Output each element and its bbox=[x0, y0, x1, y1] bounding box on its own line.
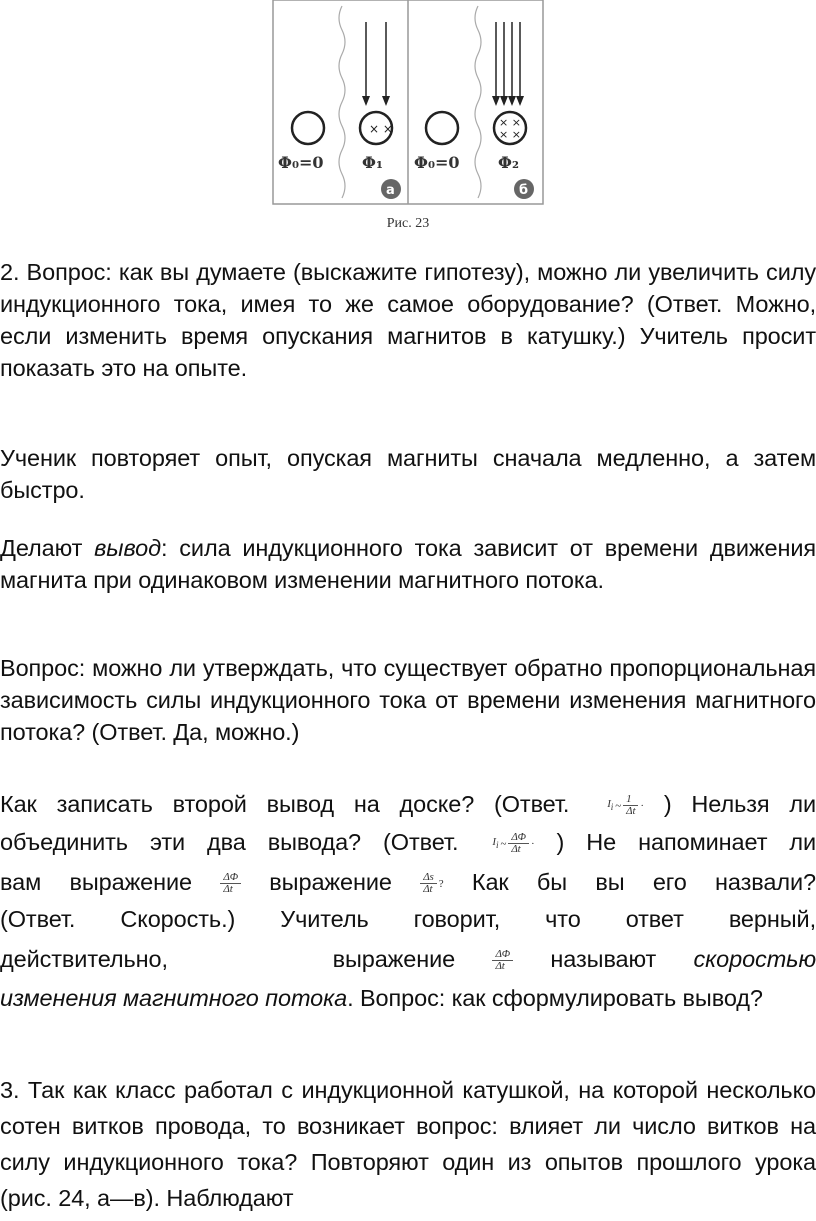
conclusion-term: вывод bbox=[94, 535, 161, 561]
cross-marks-b2: × × bbox=[499, 128, 521, 141]
formula-ds-dt: $\frac{\Delta s}{\Delta t}$ ? bbox=[420, 864, 443, 904]
paragraph-coil-turns: 3. Так как класс работал с индукционной катушкой, на которой несколько сотен витков провода, то возникает вопрос: влияет ли число витков на силу индукционного тока? Повторяют один из опытов прошлого урока (рис. 24, а—в). Наблюдают bbox=[0, 1077, 816, 1211]
formula-dphi-dt-2: $\frac{\Delta\Phi}{\Delta t}$ bbox=[492, 949, 513, 972]
term-flux-change: изменения магнитного потока bbox=[0, 985, 348, 1011]
line-3: вам выражение $\frac{\Delta\Phi}{\Delta t}$ выражение $\frac{\Delta s}{\Delta t}$ ? Как бы вы его назвали? bbox=[0, 862, 816, 902]
formula-inverse-time: $I_i$ ~ $\frac{1}{\Delta t}$ · bbox=[607, 793, 644, 818]
paragraph-question-2: 2. Вопрос: как вы думаете (выскажите гипотезу), можно ли увеличить силу индукционного тока, имея то же самое оборудование? (Ответ. Можно, если изменить время опускания магнитов в катушку.) Учитель просит показать это на опыте. bbox=[0, 259, 816, 381]
paragraph-conclusion: Делают вывод: сила индукционного тока зависит от времени движения магнита при одинаковом изменении магнитного потока. bbox=[0, 535, 816, 593]
cross-marks-b1: × × bbox=[499, 116, 521, 129]
figure-caption: Рис. 23 bbox=[386, 216, 430, 231]
phi0-label-a: Φ₀=0 bbox=[278, 153, 324, 172]
line-4: (Ответ. Скорость.) Учитель говорит, что ответ верный, bbox=[0, 906, 816, 932]
line-5: действительно, выражение $\frac{\Delta\Phi}{\Delta t}$ называют скоростью bbox=[0, 946, 816, 973]
badge-b-label: б bbox=[519, 183, 529, 198]
phi0-label-b: Φ₀=0 bbox=[414, 153, 460, 172]
paragraph-formulas bbox=[0, 786, 816, 1014]
formula-flux-rate: $I_i$ ~ $\frac{\Delta\Phi}{\Delta t}$ · bbox=[492, 831, 535, 856]
line-1: Как записать второй вывод на доске? (Ответ. $I_i$ ~ $\frac{1}{\Delta t}$ · ) Нельзя ли bbox=[0, 786, 816, 822]
formula-dphi-dt: $\frac{\Delta\Phi}{\Delta t}$ bbox=[220, 872, 241, 895]
cross-marks-a: × × bbox=[369, 122, 393, 136]
phi1-label: Φ₁ bbox=[362, 153, 383, 172]
badge-a-label: а bbox=[386, 183, 395, 198]
line-2: объединить эти два вывода? (Ответ. $I_i$ ~ $\frac{\Delta\Phi}{\Delta t}$ · ) Не напоминает ли bbox=[0, 822, 816, 862]
phi2-label: Φ₂ bbox=[498, 153, 519, 172]
paragraph-inverse-question: Вопрос: можно ли утверждать, что существует обратно пропорциональная зависимость силы индукционного тока от времени изменения магнитного потока? (Ответ. Да, можно.) bbox=[0, 655, 816, 745]
figure-23 bbox=[272, 0, 544, 206]
paragraph-student-repeats: Ученик повторяет опыт, опуская магниты сначала медленно, а затем быстро. bbox=[0, 445, 816, 503]
term-rate: скоростью bbox=[693, 946, 816, 972]
line-6: изменения магнитного потока. Вопрос: как сформулировать вывод? bbox=[0, 985, 763, 1011]
